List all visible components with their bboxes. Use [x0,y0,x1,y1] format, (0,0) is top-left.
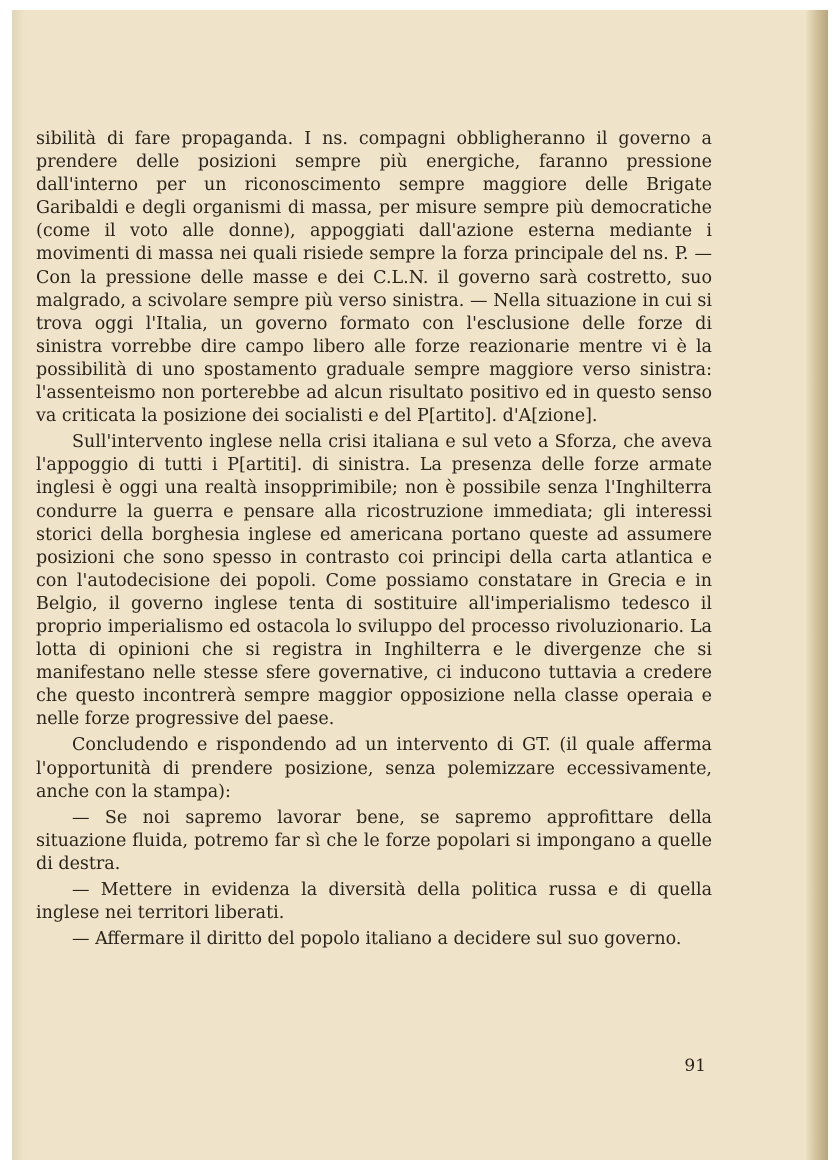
body-text [36,128,712,954]
list-point-russian-british-policy: — Mettere in evidenza la diversità della politica russa e di quella inglese nei territori liberati. [36,880,712,924]
list-point-popular-forces: — Se noi sapremo lavorar bene, se sapremo approfittare della situazione fluida, potremo far sì che le forze popolari si impongano a quelle di destra. [36,807,712,874]
paragraph-british-intervention: Sull'intervento inglese nella crisi italiana e sul veto a Sforza, che aveva l'appoggio di tutti i P[artiti]. di sinistra. La presenza delle forze armate inglesi è oggi una realtà insopprimibile; non è possibile senza l'Inghilterra condurre la guerra e pensare alla ricostruzione immediata; gli interessi storici della borghesia inglese ed americana portano queste ad assumere posizioni che sono spesso in contrasto coi principi della carta atlantica e con l'autodecisione dei popoli. Come possiamo constatare in Grecia e in Belgio, il governo inglese tenta di sostituire all'imperialismo tedesco il proprio imperialismo ed ostacola lo sviluppo del processo rivoluzionario. La lotta di opinioni che si registra in Inghilterra e le divergenze che si manifestano nelle stesse sfere governative, ci inducono tuttavia a credere che questo incontrerà sempre maggior opposizione nella classe operaia e nelle forze progressive del paese. [36,432,712,730]
list-point-right-to-decide: — Affermare il diritto del popolo italiano a decidere sul suo governo. [72,929,682,950]
page-number: 91 [684,1056,706,1076]
book-spine-edge [806,10,828,1160]
scanned-page [12,10,828,1160]
page-edge-shadow [12,10,26,1160]
paragraph-continuation: sibilità di fare propaganda. I ns. compagni obbligheranno il governo a prendere delle posizioni sempre più energiche, faranno pressione dall'interno per un riconoscimento sempre maggiore delle Brigate Garibaldi e degli organismi di massa, per misure sempre più democratiche (come il voto alle donne), appoggiati dall'azione esterna mediante i movimenti di massa nei quali risiede sempre la forza principale del ns. P. — Con la pressione delle masse e dei C.L.N. il governo sarà costretto, suo malgrado, a scivolare sempre più verso sinistra. — Nella situazione in cui si trova oggi l'Italia, un governo formato con l'esclusione delle forze di sinistra vorrebbe dire campo libero alle forze reazionarie mentre vi è la possibilità di uno spostamento graduale sempre maggiore verso sinistra: l'assenteismo non porterebbe ad alcun risultato positivo ed in questo senso va criticata la posizione dei socialisti e del P[artito]. d'A[zione]. [36,129,712,427]
paragraph-conclusion: Concludendo e rispondendo ad un intervento di GT. (il quale afferma l'opportunità di prendere posizione, senza polemizzare eccessivamente, anche con la stampa): [36,735,712,802]
